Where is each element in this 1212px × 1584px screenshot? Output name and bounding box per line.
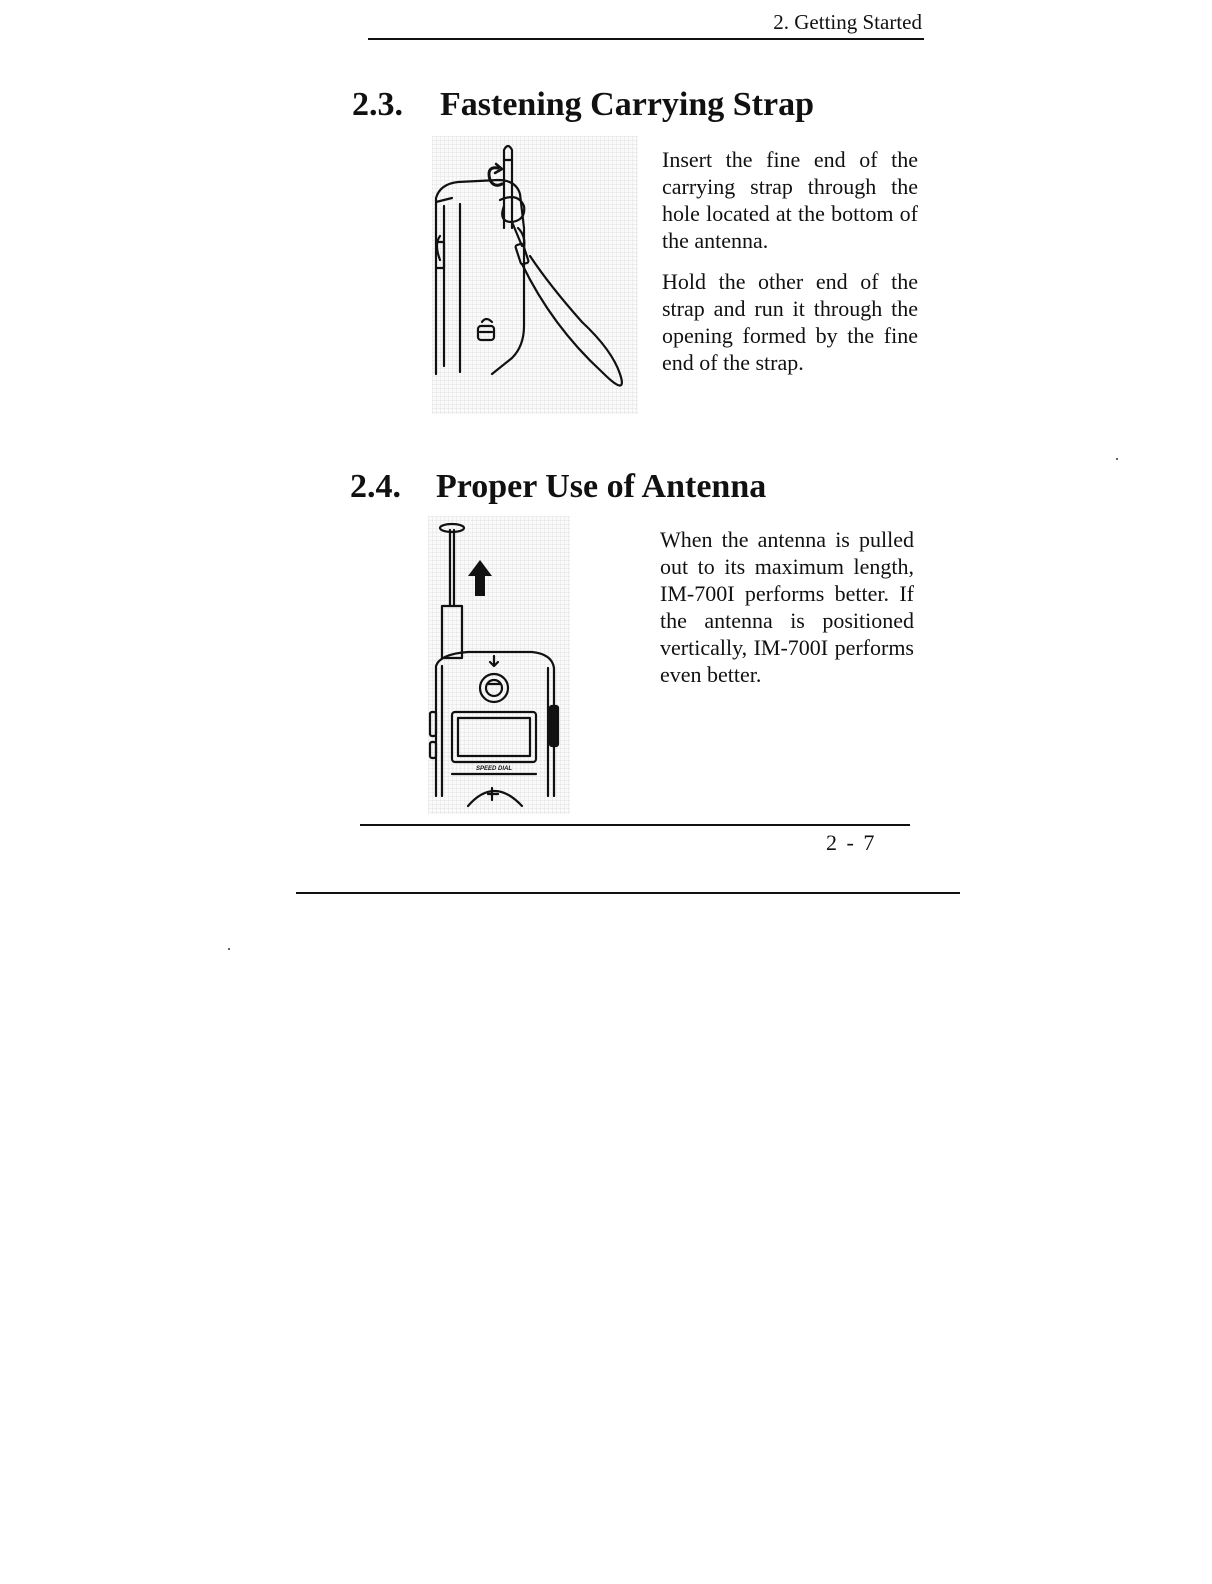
scan-speck xyxy=(228,948,230,950)
section-number-2-4: 2.4. xyxy=(350,468,401,505)
header-rule xyxy=(368,38,924,40)
section-title-fastening-strap: Fastening Carrying Strap xyxy=(440,86,814,123)
speed-dial-label: SPEED DIAL xyxy=(475,766,513,772)
section-number-2-3: 2.3. xyxy=(352,86,403,123)
phone-strap-icon xyxy=(432,136,638,414)
section-title-antenna: Proper Use of Antenna xyxy=(436,468,767,505)
page-number: 2 - 7 xyxy=(826,830,877,855)
footer-rule xyxy=(360,824,910,826)
strap-paragraph-1: Insert the fine end of the carrying strap through the hole located at the bottom of the antenna. xyxy=(662,147,918,253)
figure-carrying-strap xyxy=(432,136,638,414)
figure-antenna xyxy=(428,516,570,814)
antenna-paragraph: When the antenna is pulled out to its maximum length, IM-700I performs better. If the antenna is positioned vertically, IM-700I performs even better. xyxy=(660,527,914,687)
scan-speck xyxy=(1116,458,1118,460)
arrow-up-icon xyxy=(468,560,492,596)
phone-antenna-icon xyxy=(428,516,570,814)
strap-paragraph-2: Hold the other end of the strap and run it through the opening formed by the fine end of the strap. xyxy=(662,269,918,375)
running-header: 2. Getting Started xyxy=(773,10,922,34)
scan-edge-line xyxy=(296,892,960,894)
